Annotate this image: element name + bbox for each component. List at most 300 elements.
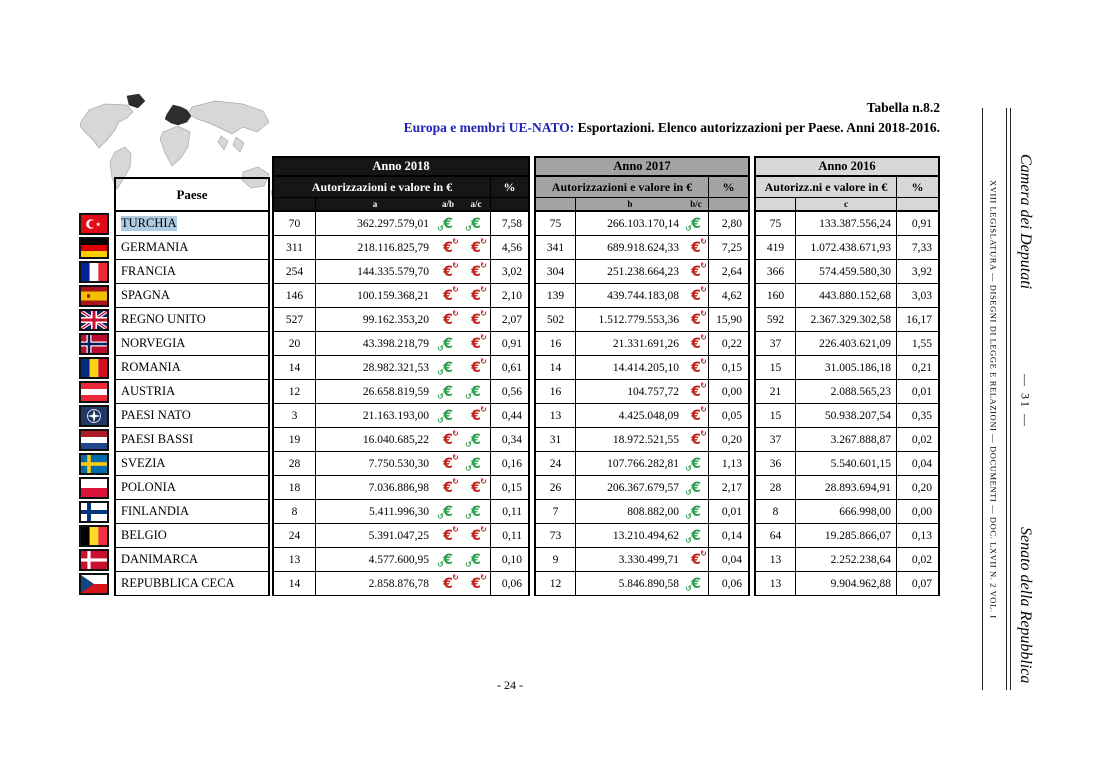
pct-2017-cell: 0,14 bbox=[708, 524, 750, 548]
country-cell bbox=[114, 212, 270, 236]
value-2016-cell: 133.387.556,24 bbox=[796, 212, 896, 236]
pct-2018-cell: 0,11 bbox=[490, 524, 530, 548]
sub-blank-2018 bbox=[272, 198, 316, 212]
trend-bc-cell bbox=[684, 524, 708, 548]
value-2017-cell: 266.103.170,14 bbox=[576, 212, 684, 236]
pct-2018-cell: 0,91 bbox=[490, 332, 530, 356]
euro-up-icon: € ↺ bbox=[691, 577, 701, 591]
value-2017-cell: 3.330.499,71 bbox=[576, 548, 684, 572]
value-2018-cell: 16.040.685,22 bbox=[316, 428, 434, 452]
value-2018-cell: 7.750.530,30 bbox=[316, 452, 434, 476]
trend-ac-cell bbox=[462, 476, 490, 500]
pct-2017-cell: 4,62 bbox=[708, 284, 750, 308]
euro-up-icon: € ↺ bbox=[691, 481, 701, 495]
euro-down-icon: € ↻ bbox=[691, 289, 701, 303]
pct-2018-cell: 0,56 bbox=[490, 380, 530, 404]
pct-2017-cell: 0,01 bbox=[708, 500, 750, 524]
trend-ab-cell bbox=[434, 356, 462, 380]
auth-count-2016-cell: 75 bbox=[754, 212, 796, 236]
auth-count-2017-cell: 14 bbox=[534, 356, 576, 380]
sub-ac-label: a/c bbox=[462, 198, 490, 212]
pct-2016-cell: 0,21 bbox=[896, 356, 940, 380]
value-2016-cell: 19.285.866,07 bbox=[796, 524, 896, 548]
euro-down-icon: € ↻ bbox=[691, 433, 701, 447]
trend-bc-cell bbox=[684, 284, 708, 308]
flag-be-icon bbox=[79, 525, 109, 547]
country-label: FRANCIA bbox=[121, 264, 176, 278]
euro-down-icon: € ↻ bbox=[691, 409, 701, 423]
pct-2016-cell: 0,00 bbox=[896, 500, 940, 524]
euro-down-icon: € ↻ bbox=[443, 433, 453, 447]
country-cell bbox=[114, 332, 270, 356]
senato-della-repubblica-label: Senato della Repubblica bbox=[1017, 526, 1034, 684]
value-2016-cell: 28.893.694,91 bbox=[796, 476, 896, 500]
value-2017-cell: 206.367.679,57 bbox=[576, 476, 684, 500]
pct-2016-cell: 0,07 bbox=[896, 572, 940, 596]
sub-blank-pct-2017 bbox=[708, 198, 750, 212]
euro-down-icon: € ↻ bbox=[471, 265, 481, 279]
euro-down-icon: € ↻ bbox=[691, 385, 701, 399]
trend-ab-cell bbox=[434, 380, 462, 404]
value-2018-cell: 28.982.321,53 bbox=[316, 356, 434, 380]
trend-ac-cell bbox=[462, 212, 490, 236]
auth-count-2016-cell: 419 bbox=[754, 236, 796, 260]
value-2017-cell: 18.972.521,55 bbox=[576, 428, 684, 452]
trend-bc-cell bbox=[684, 548, 708, 572]
euro-down-icon: € ↻ bbox=[471, 337, 481, 351]
trend-ab-cell bbox=[434, 476, 462, 500]
value-2016-cell: 2.252.238,64 bbox=[796, 548, 896, 572]
trend-bc-cell bbox=[684, 476, 708, 500]
year-2017-header: Anno 2017 bbox=[534, 156, 750, 177]
country-cell bbox=[114, 500, 270, 524]
country-label: BELGIO bbox=[121, 528, 167, 542]
value-2016-cell: 2.367.329.302,58 bbox=[796, 308, 896, 332]
pct-2016-cell: 1,55 bbox=[896, 332, 940, 356]
value-2018-cell: 21.163.193,00 bbox=[316, 404, 434, 428]
auth-count-2016-cell: 8 bbox=[754, 500, 796, 524]
value-2018-cell: 144.335.579,70 bbox=[316, 260, 434, 284]
auth-count-2018-cell: 13 bbox=[272, 548, 316, 572]
year-2018-header: Anno 2018 bbox=[272, 156, 530, 177]
value-2016-cell: 3.267.888,87 bbox=[796, 428, 896, 452]
euro-down-icon: € ↻ bbox=[691, 241, 701, 255]
trend-ab-cell bbox=[434, 524, 462, 548]
euro-up-icon: € ↺ bbox=[443, 217, 453, 231]
trend-ab-cell bbox=[434, 308, 462, 332]
euro-down-icon: € ↻ bbox=[471, 313, 481, 327]
auth-count-2017-cell: 16 bbox=[534, 380, 576, 404]
country-label: FINLANDIA bbox=[121, 504, 190, 518]
sub-ab-label: a/b bbox=[434, 198, 462, 212]
trend-ac-cell bbox=[462, 356, 490, 380]
country-label: GERMANIA bbox=[121, 240, 189, 254]
flag-slot bbox=[79, 332, 111, 356]
trend-bc-cell bbox=[684, 260, 708, 284]
euro-down-icon: € ↻ bbox=[471, 577, 481, 591]
sub-blank-2016 bbox=[754, 198, 796, 212]
trend-ac-cell bbox=[462, 332, 490, 356]
value-2018-cell: 26.658.819,59 bbox=[316, 380, 434, 404]
pct-2016-cell: 3,92 bbox=[896, 260, 940, 284]
auth-count-2018-cell: 3 bbox=[272, 404, 316, 428]
value-2017-cell: 21.331.691,26 bbox=[576, 332, 684, 356]
auth-count-2016-cell: 15 bbox=[754, 356, 796, 380]
pct-2018-cell: 7,58 bbox=[490, 212, 530, 236]
flag-slot bbox=[79, 404, 111, 428]
country-cell bbox=[114, 356, 270, 380]
pct-2016-cell: 0,02 bbox=[896, 548, 940, 572]
table-title-region: Europa e membri UE-NATO: bbox=[403, 120, 575, 135]
euro-down-icon: € ↻ bbox=[691, 337, 701, 351]
flag-column bbox=[79, 212, 111, 596]
value-2017-cell: 808.882,00 bbox=[576, 500, 684, 524]
euro-up-icon: € ↺ bbox=[443, 553, 453, 567]
trend-bc-cell bbox=[684, 212, 708, 236]
euro-up-icon: € ↺ bbox=[471, 433, 481, 447]
trend-ab-cell bbox=[434, 428, 462, 452]
flag-tr-icon bbox=[79, 213, 109, 235]
auth-count-2016-cell: 21 bbox=[754, 380, 796, 404]
euro-down-icon: € ↻ bbox=[443, 577, 453, 591]
euro-down-icon: € ↻ bbox=[691, 361, 701, 375]
value-2018-cell: 218.116.825,79 bbox=[316, 236, 434, 260]
country-label: SPAGNA bbox=[121, 288, 170, 302]
trend-ab-cell bbox=[434, 404, 462, 428]
auth-count-2017-cell: 341 bbox=[534, 236, 576, 260]
euro-down-icon: € ↻ bbox=[691, 553, 701, 567]
sub-blank-pct-2018 bbox=[490, 198, 530, 212]
trend-bc-cell bbox=[684, 332, 708, 356]
pct-2016-cell: 7,33 bbox=[896, 236, 940, 260]
trend-bc-cell bbox=[684, 236, 708, 260]
authorizations-table bbox=[114, 156, 940, 596]
pct-2018-cell: 0,11 bbox=[490, 500, 530, 524]
trend-ac-cell bbox=[462, 452, 490, 476]
value-2016-cell: 31.005.186,18 bbox=[796, 356, 896, 380]
pct-2016-cell: 0,13 bbox=[896, 524, 940, 548]
flag-slot bbox=[79, 212, 111, 236]
sub-blank-pct-2016 bbox=[896, 198, 940, 212]
flag-slot bbox=[79, 284, 111, 308]
country-cell bbox=[114, 284, 270, 308]
auth-count-2017-cell: 73 bbox=[534, 524, 576, 548]
pct-2017-cell: 15,90 bbox=[708, 308, 750, 332]
value-2016-cell: 226.403.621,09 bbox=[796, 332, 896, 356]
trend-ab-cell bbox=[434, 236, 462, 260]
value-2017-cell: 104.757,72 bbox=[576, 380, 684, 404]
euro-down-icon: € ↻ bbox=[471, 481, 481, 495]
value-2017-cell: 251.238.664,23 bbox=[576, 260, 684, 284]
pct-2017-cell: 0,22 bbox=[708, 332, 750, 356]
auth-count-2018-cell: 20 bbox=[272, 332, 316, 356]
country-label: REPUBBLICA CECA bbox=[121, 576, 235, 590]
flag-slot bbox=[79, 452, 111, 476]
flag-fr-icon bbox=[79, 261, 109, 283]
euro-down-icon: € ↻ bbox=[443, 481, 453, 495]
trend-ac-cell bbox=[462, 524, 490, 548]
paese-column-header: Paese bbox=[114, 177, 270, 212]
auth-count-2016-cell: 28 bbox=[754, 476, 796, 500]
sidebar-rule-double-1 bbox=[1006, 108, 1007, 690]
auth-count-2016-cell: 366 bbox=[754, 260, 796, 284]
country-label: PAESI NATO bbox=[121, 408, 191, 422]
value-2016-cell: 574.459.580,30 bbox=[796, 260, 896, 284]
auth-count-2016-cell: 592 bbox=[754, 308, 796, 332]
map-gap bbox=[114, 156, 272, 177]
sidebar-page-ref: — 31 — bbox=[1018, 374, 1033, 428]
euro-down-icon: € ↻ bbox=[443, 241, 453, 255]
auth-count-2016-cell: 37 bbox=[754, 428, 796, 452]
country-label: DANIMARCA bbox=[121, 552, 199, 566]
euro-down-icon: € ↻ bbox=[471, 529, 481, 543]
euro-down-icon: € ↻ bbox=[443, 529, 453, 543]
euro-up-icon: € ↺ bbox=[443, 409, 453, 423]
pct-2018-cell: 3,02 bbox=[490, 260, 530, 284]
euro-up-icon: € ↺ bbox=[471, 457, 481, 471]
country-label: PAESI BASSI bbox=[121, 432, 194, 446]
pct-2018-header: % bbox=[490, 177, 530, 198]
euro-down-icon: € ↻ bbox=[443, 457, 453, 471]
pct-2018-cell: 0,16 bbox=[490, 452, 530, 476]
flag-slot bbox=[79, 236, 111, 260]
flag-slot bbox=[79, 428, 111, 452]
value-2018-cell: 43.398.218,79 bbox=[316, 332, 434, 356]
pct-2018-cell: 0,06 bbox=[490, 572, 530, 596]
country-cell bbox=[114, 380, 270, 404]
auth-count-2017-cell: 13 bbox=[534, 404, 576, 428]
pct-2016-cell: 0,02 bbox=[896, 428, 940, 452]
flag-se-icon bbox=[79, 453, 109, 475]
value-2016-cell: 666.998,00 bbox=[796, 500, 896, 524]
auth-count-2018-cell: 311 bbox=[272, 236, 316, 260]
sub-c-label: c bbox=[796, 198, 896, 212]
auth-count-2018-cell: 14 bbox=[272, 356, 316, 380]
flag-slot bbox=[79, 500, 111, 524]
pct-2018-cell: 0,34 bbox=[490, 428, 530, 452]
value-2016-cell: 5.540.601,15 bbox=[796, 452, 896, 476]
auth-count-2016-cell: 13 bbox=[754, 572, 796, 596]
flag-slot bbox=[79, 572, 111, 596]
auth-count-2016-cell: 13 bbox=[754, 548, 796, 572]
auth-count-2017-cell: 75 bbox=[534, 212, 576, 236]
auth-count-2018-cell: 18 bbox=[272, 476, 316, 500]
trend-ab-cell bbox=[434, 284, 462, 308]
pct-2018-cell: 0,15 bbox=[490, 476, 530, 500]
auth-value-2016-header: Autorizz.ni e valore in € bbox=[754, 177, 896, 198]
trend-ac-cell bbox=[462, 380, 490, 404]
trend-ab-cell bbox=[434, 548, 462, 572]
value-2018-cell: 4.577.600,95 bbox=[316, 548, 434, 572]
trend-ac-cell bbox=[462, 260, 490, 284]
country-cell bbox=[114, 404, 270, 428]
value-2016-cell: 2.088.565,23 bbox=[796, 380, 896, 404]
value-2017-cell: 4.425.048,09 bbox=[576, 404, 684, 428]
auth-count-2018-cell: 8 bbox=[272, 500, 316, 524]
pct-2018-cell: 4,56 bbox=[490, 236, 530, 260]
pct-2016-cell: 0,91 bbox=[896, 212, 940, 236]
value-2017-cell: 107.766.282,81 bbox=[576, 452, 684, 476]
auth-value-2017-header: Autorizzazioni e valore in € bbox=[534, 177, 708, 198]
flag-slot bbox=[79, 260, 111, 284]
euro-up-icon: € ↺ bbox=[471, 553, 481, 567]
value-2016-cell: 1.072.438.671,93 bbox=[796, 236, 896, 260]
flag-es-icon bbox=[79, 285, 109, 307]
sub-b-label: b bbox=[576, 198, 684, 212]
trend-bc-cell bbox=[684, 572, 708, 596]
value-2018-cell: 5.411.996,30 bbox=[316, 500, 434, 524]
trend-ac-cell bbox=[462, 548, 490, 572]
value-2017-cell: 5.846.890,58 bbox=[576, 572, 684, 596]
pct-2018-cell: 0,44 bbox=[490, 404, 530, 428]
pct-2016-cell: 0,01 bbox=[896, 380, 940, 404]
auth-count-2018-cell: 527 bbox=[272, 308, 316, 332]
pct-2017-cell: 7,25 bbox=[708, 236, 750, 260]
trend-ab-cell bbox=[434, 332, 462, 356]
value-2018-cell: 100.159.368,21 bbox=[316, 284, 434, 308]
country-cell bbox=[114, 548, 270, 572]
pct-2018-cell: 0,61 bbox=[490, 356, 530, 380]
auth-count-2018-cell: 24 bbox=[272, 524, 316, 548]
pct-2017-cell: 2,80 bbox=[708, 212, 750, 236]
country-label: SVEZIA bbox=[121, 456, 166, 470]
flag-at-icon bbox=[79, 381, 109, 403]
trend-ac-cell bbox=[462, 308, 490, 332]
value-2018-cell: 7.036.886,98 bbox=[316, 476, 434, 500]
trend-ac-cell bbox=[462, 404, 490, 428]
auth-count-2018-cell: 12 bbox=[272, 380, 316, 404]
auth-count-2016-cell: 15 bbox=[754, 404, 796, 428]
pct-2017-header: % bbox=[708, 177, 750, 198]
pct-2017-cell: 2,17 bbox=[708, 476, 750, 500]
value-2016-cell: 443.880.152,68 bbox=[796, 284, 896, 308]
pct-2018-cell: 2,10 bbox=[490, 284, 530, 308]
flag-ro-icon bbox=[79, 357, 109, 379]
euro-up-icon: € ↺ bbox=[443, 337, 453, 351]
euro-down-icon: € ↻ bbox=[471, 361, 481, 375]
year-2016-header: Anno 2016 bbox=[754, 156, 940, 177]
sub-blank-2017 bbox=[534, 198, 576, 212]
trend-ac-cell bbox=[462, 500, 490, 524]
flag-pl-icon bbox=[79, 477, 109, 499]
flag-slot bbox=[79, 380, 111, 404]
pct-2017-cell: 0,15 bbox=[708, 356, 750, 380]
auth-count-2017-cell: 502 bbox=[534, 308, 576, 332]
value-2017-cell: 14.414.205,10 bbox=[576, 356, 684, 380]
auth-count-2018-cell: 14 bbox=[272, 572, 316, 596]
flag-nato-icon bbox=[79, 405, 109, 427]
trend-ac-cell bbox=[462, 236, 490, 260]
country-cell bbox=[114, 260, 270, 284]
country-label: REGNO UNITO bbox=[121, 312, 206, 326]
pct-2017-cell: 0,05 bbox=[708, 404, 750, 428]
value-2017-cell: 439.744.183,08 bbox=[576, 284, 684, 308]
flag-cz-icon bbox=[79, 573, 109, 595]
legislature-line: XVIII LEGISLATURA — DISEGNI DI LEGGE E RELAZIONI — DOCUMENTI — DOC. LXVII N. 2 VOL. I bbox=[988, 179, 999, 619]
trend-bc-cell bbox=[684, 308, 708, 332]
camera-dei-deputati-label: Camera dei Deputati bbox=[1017, 154, 1034, 290]
euro-down-icon: € ↻ bbox=[443, 289, 453, 303]
euro-up-icon: € ↺ bbox=[691, 529, 701, 543]
pct-2017-cell: 0,04 bbox=[708, 548, 750, 572]
euro-up-icon: € ↺ bbox=[471, 217, 481, 231]
auth-count-2018-cell: 19 bbox=[272, 428, 316, 452]
page-number: - 24 - bbox=[497, 678, 523, 692]
auth-count-2017-cell: 9 bbox=[534, 548, 576, 572]
value-2016-cell: 9.904.962,88 bbox=[796, 572, 896, 596]
pct-2016-cell: 0,35 bbox=[896, 404, 940, 428]
euro-up-icon: € ↺ bbox=[471, 505, 481, 519]
auth-count-2017-cell: 26 bbox=[534, 476, 576, 500]
euro-up-icon: € ↺ bbox=[443, 361, 453, 375]
euro-down-icon: € ↻ bbox=[471, 409, 481, 423]
flag-gb-icon bbox=[79, 309, 109, 331]
flag-no-icon bbox=[79, 333, 109, 355]
auth-count-2017-cell: 139 bbox=[534, 284, 576, 308]
euro-down-icon: € ↻ bbox=[471, 241, 481, 255]
sidebar-rule-inner bbox=[982, 108, 983, 690]
sidebar-rule-double-2 bbox=[1010, 108, 1011, 690]
pct-2016-cell: 16,17 bbox=[896, 308, 940, 332]
auth-count-2017-cell: 16 bbox=[534, 332, 576, 356]
auth-count-2017-cell: 12 bbox=[534, 572, 576, 596]
country-cell bbox=[114, 572, 270, 596]
trend-bc-cell bbox=[684, 356, 708, 380]
trend-ac-cell bbox=[462, 428, 490, 452]
euro-up-icon: € ↺ bbox=[443, 505, 453, 519]
table-title-rest: Esportazioni. Elenco autorizzazioni per Paese. Anni 2018-2016. bbox=[574, 120, 940, 135]
pct-2016-cell: 3,03 bbox=[896, 284, 940, 308]
table-title bbox=[240, 120, 940, 136]
euro-down-icon: € ↻ bbox=[691, 313, 701, 327]
value-2016-cell: 50.938.207,54 bbox=[796, 404, 896, 428]
country-cell bbox=[114, 476, 270, 500]
country-cell bbox=[114, 308, 270, 332]
auth-count-2017-cell: 7 bbox=[534, 500, 576, 524]
trend-bc-cell bbox=[684, 380, 708, 404]
flag-fi-icon bbox=[79, 501, 109, 523]
trend-ac-cell bbox=[462, 284, 490, 308]
auth-count-2016-cell: 36 bbox=[754, 452, 796, 476]
euro-down-icon: € ↻ bbox=[443, 313, 453, 327]
flag-nl-icon bbox=[79, 429, 109, 451]
pct-2017-cell: 2,64 bbox=[708, 260, 750, 284]
country-label: ROMANIA bbox=[121, 360, 181, 374]
euro-up-icon: € ↺ bbox=[691, 457, 701, 471]
country-cell bbox=[114, 428, 270, 452]
flag-de-icon bbox=[79, 237, 109, 259]
trend-ac-cell bbox=[462, 572, 490, 596]
auth-count-2017-cell: 24 bbox=[534, 452, 576, 476]
auth-count-2018-cell: 254 bbox=[272, 260, 316, 284]
auth-count-2016-cell: 64 bbox=[754, 524, 796, 548]
country-label: NORVEGIA bbox=[121, 336, 186, 350]
table-number-label: Tabella n.8.2 bbox=[866, 100, 940, 115]
trend-ab-cell bbox=[434, 572, 462, 596]
value-2018-cell: 362.297.579,01 bbox=[316, 212, 434, 236]
euro-down-icon: € ↻ bbox=[443, 265, 453, 279]
value-2018-cell: 2.858.876,78 bbox=[316, 572, 434, 596]
value-2018-cell: 5.391.047,25 bbox=[316, 524, 434, 548]
auth-count-2017-cell: 31 bbox=[534, 428, 576, 452]
euro-down-icon: € ↻ bbox=[471, 289, 481, 303]
flag-slot bbox=[79, 308, 111, 332]
country-cell bbox=[114, 452, 270, 476]
country-cell bbox=[114, 524, 270, 548]
pct-2016-header: % bbox=[896, 177, 940, 198]
pct-2016-cell: 0,04 bbox=[896, 452, 940, 476]
auth-count-2018-cell: 146 bbox=[272, 284, 316, 308]
